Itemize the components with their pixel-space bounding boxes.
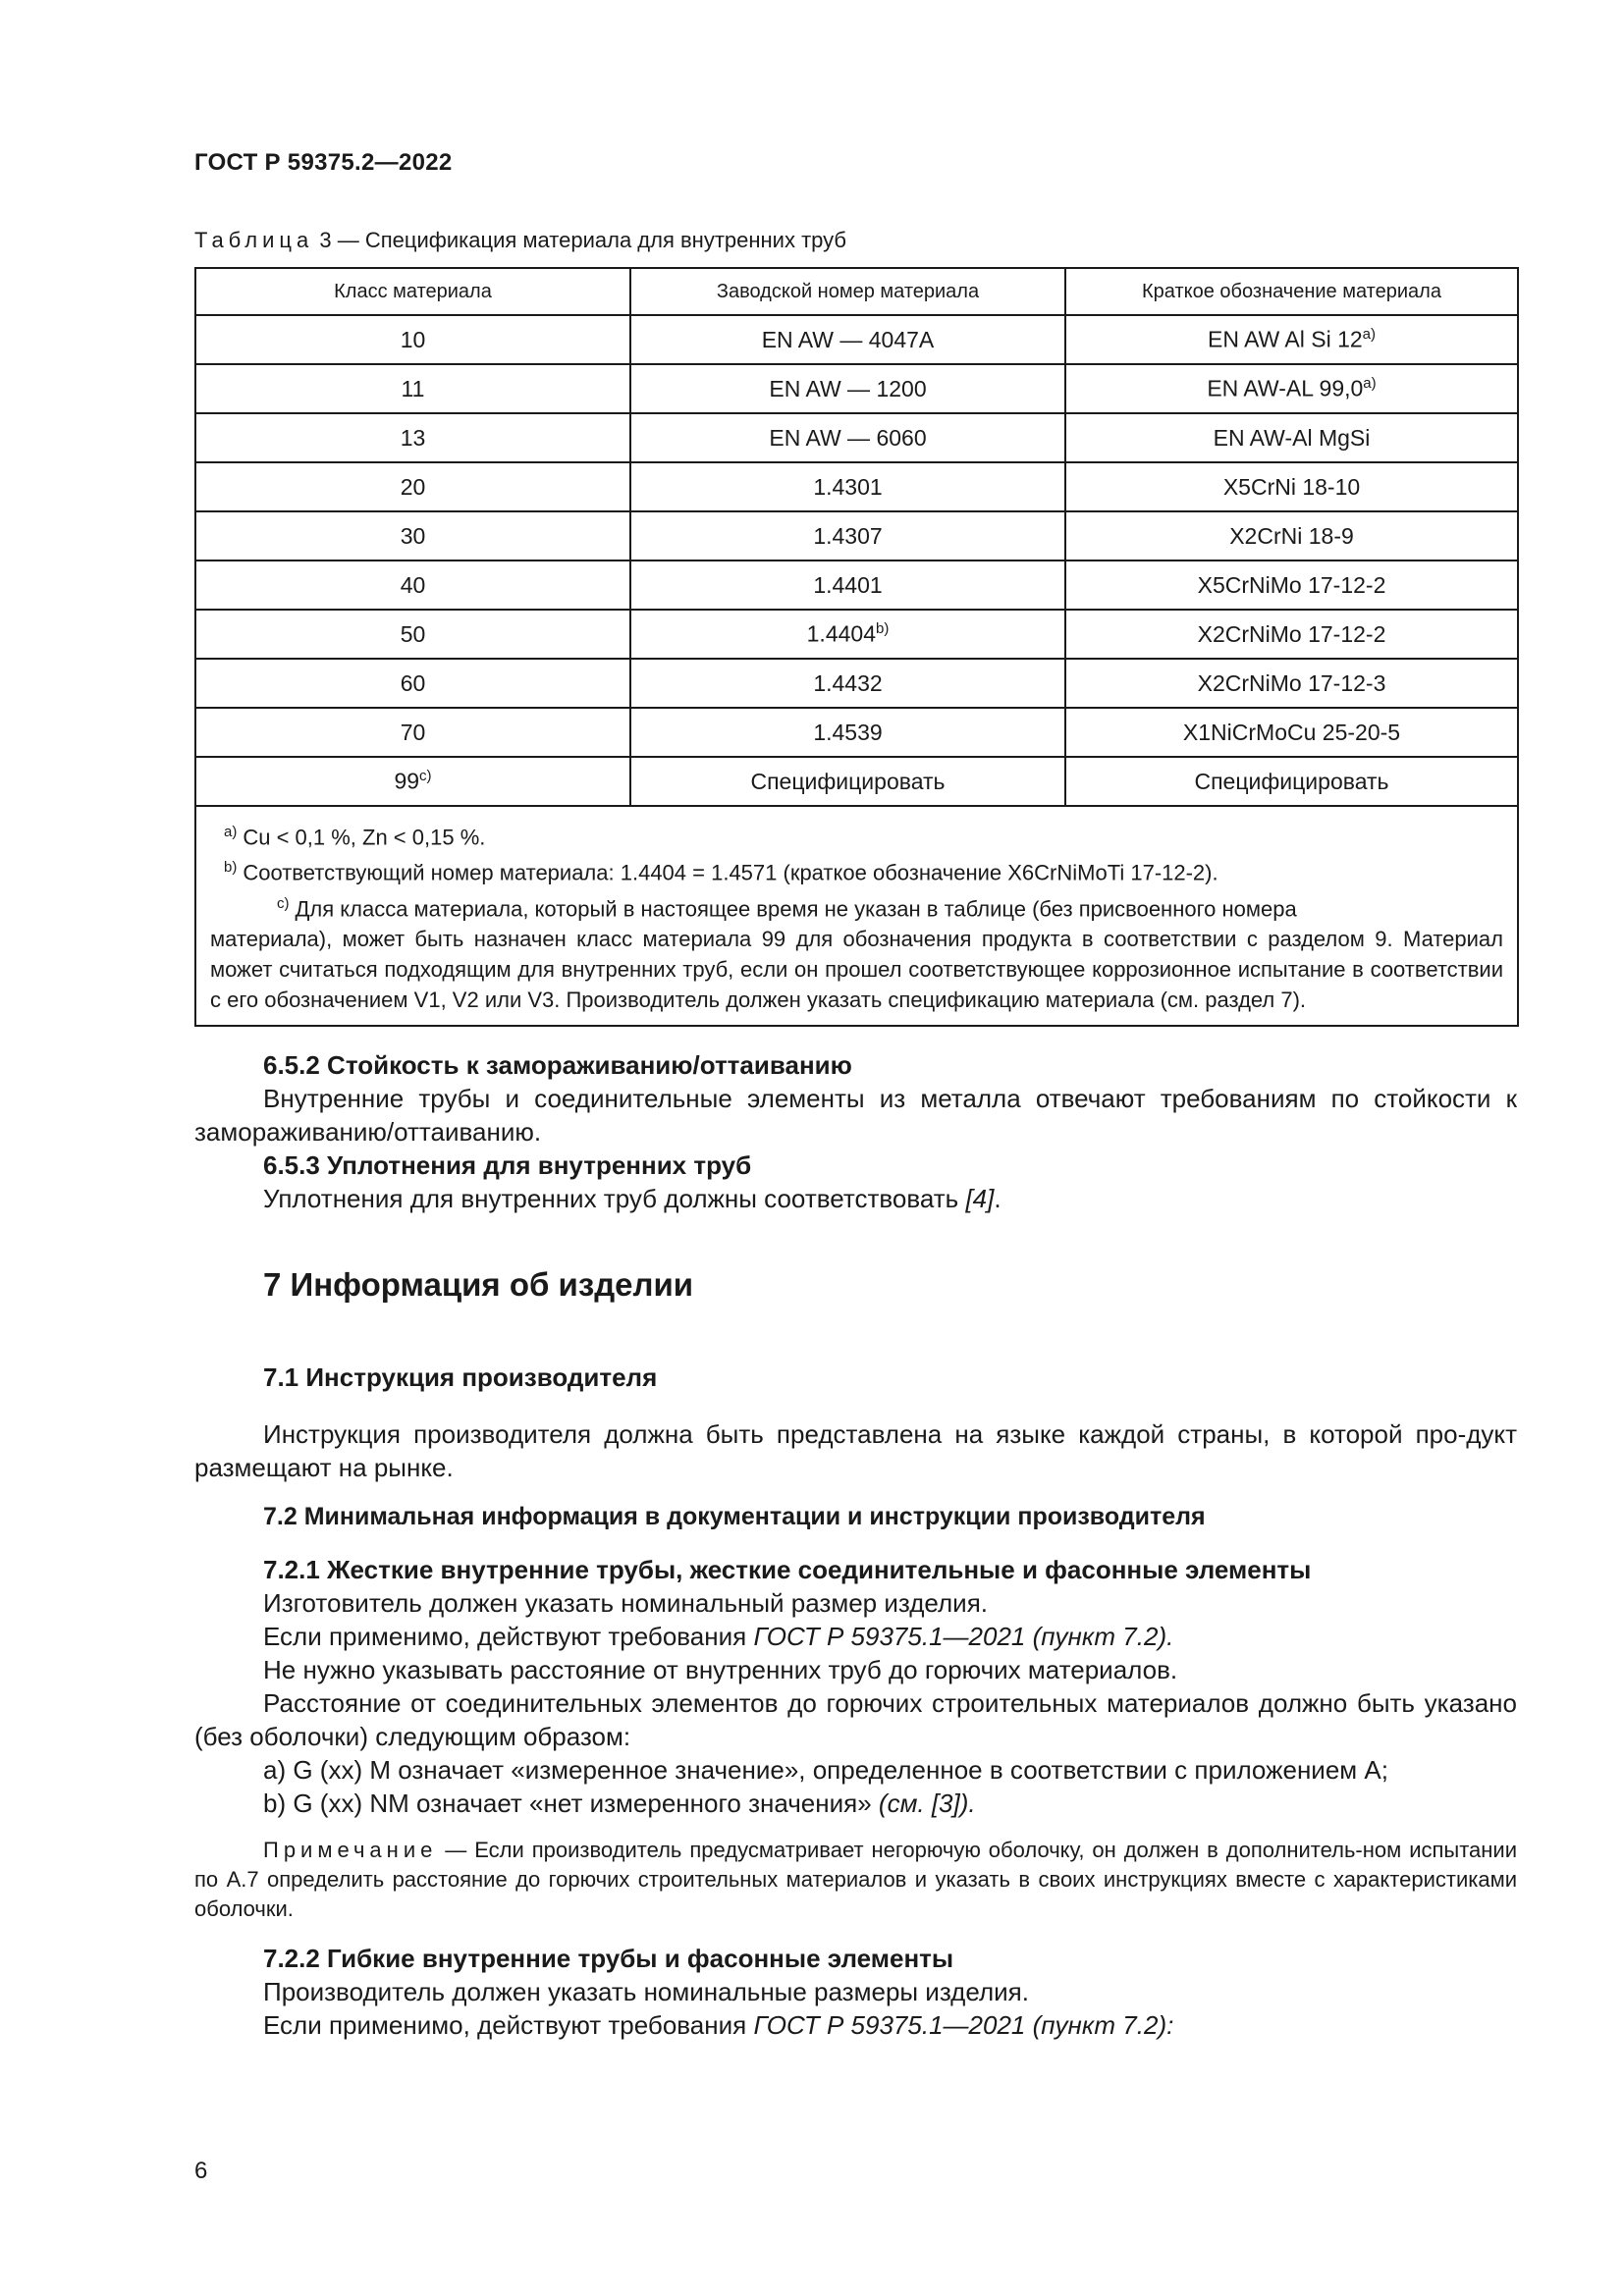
paragraph-7-1: Инструкция производителя должна быть представлена на языке каждой страны, в которой про-дукт размещают на рынке.	[194, 1419, 1517, 1482]
cell-material-short	[1065, 659, 1518, 708]
footnote-a-text: Cu < 0,1 %, Zn < 0,15 %.	[243, 825, 486, 850]
table-row	[195, 315, 1518, 364]
cell-material-short-value: X5CrNiMo 17-12-2	[1197, 571, 1386, 598]
table-footnotes	[195, 806, 1518, 1026]
cell-material-class-value: 70	[400, 719, 426, 745]
cell-material-short-value: X2CrNiMo 17-12-2	[1197, 620, 1386, 647]
reference-3: (см. [3]).	[878, 1789, 976, 1818]
cell-material-number-value: 1.4401	[813, 571, 883, 598]
paragraph-6-5-3	[194, 1182, 1517, 1215]
footnote-a	[210, 817, 1503, 852]
gost-reference-7-2-2: ГОСТ Р 59375.1—2021 (пункт 7.2):	[753, 2010, 1174, 2040]
table-row	[195, 364, 1518, 413]
cell-material-class-value: 20	[400, 473, 426, 500]
table-row	[195, 561, 1518, 610]
cell-material-class-value: 30	[400, 522, 426, 549]
table-row	[195, 659, 1518, 708]
list-item-a: a) G (xx) M означает «измеренное значение», определенное в соответствии с приложением А;	[263, 1755, 1388, 1785]
list-item-b	[194, 1787, 1517, 1820]
cell-material-number	[630, 413, 1065, 462]
table-row	[195, 610, 1518, 659]
cell-material-short-value: X1NiCrMoCu 25-20-5	[1182, 719, 1401, 745]
cell-material-number	[630, 757, 1065, 806]
heading-6-5-2: 6.5.2 Стойкость к замораживанию/оттаиванию	[263, 1050, 852, 1080]
table-row	[195, 462, 1518, 511]
cell-material-class	[195, 413, 630, 462]
cell-material-number	[630, 511, 1065, 561]
column-header-number: Заводской номер материала	[630, 268, 1065, 315]
cell-material-class	[195, 757, 630, 806]
paragraph-7-2-2-b-text: Если применимо, действуют требования	[263, 2010, 754, 2040]
cell-material-number-value: 1.4432	[813, 669, 883, 696]
footnote-ref: b)	[876, 620, 890, 638]
footnote-c-mark: c)	[277, 894, 290, 912]
section-7-title-block	[194, 1268, 1517, 1302]
cell-material-number-value: 1.4539	[813, 719, 883, 745]
table-notes-row	[195, 806, 1518, 1026]
footnote-b-text: Соответствующий номер материала: 1.4404 = 1.4571 (краткое обозначение X6CrNiMoTi 17-12-2).	[243, 860, 1218, 885]
table-row	[195, 708, 1518, 757]
cell-material-class	[195, 511, 630, 561]
footnote-c-line1: Для класса материала, который в настоящее время не указан в таблице (без присвоенного номера	[295, 895, 1297, 921]
cell-material-class-value: 13	[400, 424, 426, 451]
heading-7-2: 7.2 Минимальная информация в документации и инструкции производителя	[263, 1503, 1206, 1530]
paragraph-6-5-2: Внутренние трубы и соединительные элементы из металла отвечают требованиям по стойкости к замораживанию/оттаиванию.	[194, 1084, 1517, 1147]
footnote-b-mark: b)	[224, 859, 238, 877]
cell-material-number	[630, 610, 1065, 659]
paragraph-7-2-1-c: Не нужно указывать расстояние от внутренних труб до горючих материалов.	[263, 1655, 1178, 1684]
section-7-2-content	[194, 1500, 1517, 2042]
footnote-b	[210, 852, 1503, 887]
cell-material-number-value: EN AW — 1200	[769, 375, 927, 401]
cell-material-short	[1065, 708, 1518, 757]
cell-material-class	[195, 561, 630, 610]
footnote-c-rest: материала), может быть назначен класс материала 99 для обозначения продукта в соответствии с разделом 9. Материал может считаться подходящим для внутренних труб, если он прошел соответствующее коррозионное испытание в соответствии с его обозначением V1, V2 или V3. Производитель должен указать спецификацию материала (см. раздел 7).	[210, 926, 1503, 1012]
cell-material-class	[195, 659, 630, 708]
table-caption-word: Таблица	[194, 228, 314, 252]
cell-material-short-value: Специфицировать	[1194, 768, 1389, 794]
cell-material-class	[195, 315, 630, 364]
table-body	[195, 315, 1518, 806]
column-header-class: Класс материала	[195, 268, 630, 315]
cell-material-short-value: X5CrNi 18-10	[1222, 473, 1361, 500]
cell-material-class-value: 60	[400, 669, 426, 696]
cell-material-number	[630, 708, 1065, 757]
page-number: 6	[194, 2158, 208, 2184]
cell-material-short	[1065, 413, 1518, 462]
material-spec-table	[194, 267, 1519, 1027]
cell-material-short-value: EN AW Al Si 12	[1208, 326, 1363, 352]
section-6-5-content	[194, 1048, 1517, 1215]
cell-material-short-value: EN AW-Al MgSi	[1213, 424, 1371, 451]
paragraph-7-2-2-b	[194, 2008, 1517, 2042]
table-row	[195, 511, 1518, 561]
footnote-ref: a)	[1362, 326, 1376, 344]
section-7-1-content	[194, 1361, 1517, 1484]
cell-material-class-value: 99	[394, 768, 420, 794]
note-7-2-1	[194, 1836, 1517, 1924]
table-row	[195, 413, 1518, 462]
cell-material-class-value: 50	[400, 620, 426, 647]
cell-material-class-value: 10	[400, 326, 426, 352]
cell-material-class	[195, 610, 630, 659]
paragraph-6-5-3-end: .	[994, 1184, 1001, 1213]
reference-4: [4]	[965, 1184, 995, 1213]
heading-7-2-2: 7.2.2 Гибкие внутренние трубы и фасонные элементы	[263, 1944, 954, 1973]
note-text: — Если производитель предусматривает негорючую оболочку, он должен в дополнитель-ном испытании по А.7 определить расстояние до горючих строительных материалов и указать в своих инструкциях вместе с характеристиками оболочки.	[194, 1838, 1517, 1921]
table-header-row	[195, 268, 1518, 315]
cell-material-number	[630, 462, 1065, 511]
cell-material-short-value: EN AW-AL 99,0	[1207, 375, 1364, 401]
cell-material-class	[195, 364, 630, 413]
paragraph-7-2-1-b-text: Если применимо, действуют требования	[263, 1622, 754, 1651]
cell-material-short	[1065, 364, 1518, 413]
table-row	[195, 757, 1518, 806]
cell-material-short-value: X2CrNi 18-9	[1229, 522, 1354, 549]
cell-material-number-value: Специфицировать	[750, 768, 946, 794]
cell-material-number-value: 1.4404	[806, 620, 876, 647]
footnote-ref: c)	[419, 768, 432, 785]
footnote-c-first-line	[210, 888, 1503, 924]
column-header-short: Краткое обозначение материала	[1065, 268, 1518, 315]
cell-material-number-value: EN AW — 6060	[769, 424, 927, 451]
document-code-header: ГОСТ Р 59375.2—2022	[194, 149, 453, 176]
cell-material-class-value: 11	[401, 375, 425, 401]
cell-material-short	[1065, 462, 1518, 511]
heading-6-5-3: 6.5.3 Уплотнения для внутренних труб	[263, 1150, 752, 1180]
table-caption	[194, 228, 846, 253]
cell-material-number	[630, 315, 1065, 364]
note-label: Примечание	[263, 1838, 438, 1862]
heading-7-2-1: 7.2.1 Жесткие внутренние трубы, жесткие соединительные и фасонные элементы	[263, 1555, 1312, 1584]
paragraph-7-2-1-d: Расстояние от соединительных элементов до горючих строительных материалов должно быть указано (без оболочки) следующим образом:	[194, 1688, 1517, 1751]
paragraph-7-2-1-a: Изготовитель должен указать номинальный размер изделия.	[263, 1588, 988, 1618]
cell-material-short-value: X2CrNiMo 17-12-3	[1197, 669, 1386, 696]
cell-material-class	[195, 462, 630, 511]
paragraph-7-2-2-a: Производитель должен указать номинальные размеры изделия.	[263, 1977, 1029, 2006]
cell-material-number	[630, 659, 1065, 708]
cell-material-short	[1065, 561, 1518, 610]
cell-material-number-value: 1.4307	[813, 522, 883, 549]
gost-reference-7-2-1: ГОСТ Р 59375.1—2021 (пункт 7.2).	[753, 1622, 1174, 1651]
cell-material-short	[1065, 511, 1518, 561]
cell-material-class	[195, 708, 630, 757]
cell-material-number-value: EN AW — 4047A	[761, 326, 935, 352]
paragraph-7-2-1-b	[194, 1620, 1517, 1653]
cell-material-class-value: 40	[400, 571, 426, 598]
cell-material-number	[630, 364, 1065, 413]
cell-material-number	[630, 561, 1065, 610]
list-item-b-text: b) G (xx) NM означает «нет измеренного значения»	[263, 1789, 879, 1818]
cell-material-short	[1065, 315, 1518, 364]
cell-material-short	[1065, 610, 1518, 659]
footnote-ref: a)	[1363, 375, 1377, 393]
cell-material-short	[1065, 757, 1518, 806]
section-7-title: 7 Информация об изделии	[263, 1266, 694, 1303]
footnote-a-mark: a)	[224, 824, 238, 840]
table-caption-title: 3 — Спецификация материала для внутренних труб	[313, 228, 846, 252]
cell-material-number-value: 1.4301	[813, 473, 883, 500]
paragraph-6-5-3-text: Уплотнения для внутренних труб должны соответствовать	[263, 1184, 966, 1213]
heading-7-1: 7.1 Инструкция производителя	[263, 1362, 658, 1392]
